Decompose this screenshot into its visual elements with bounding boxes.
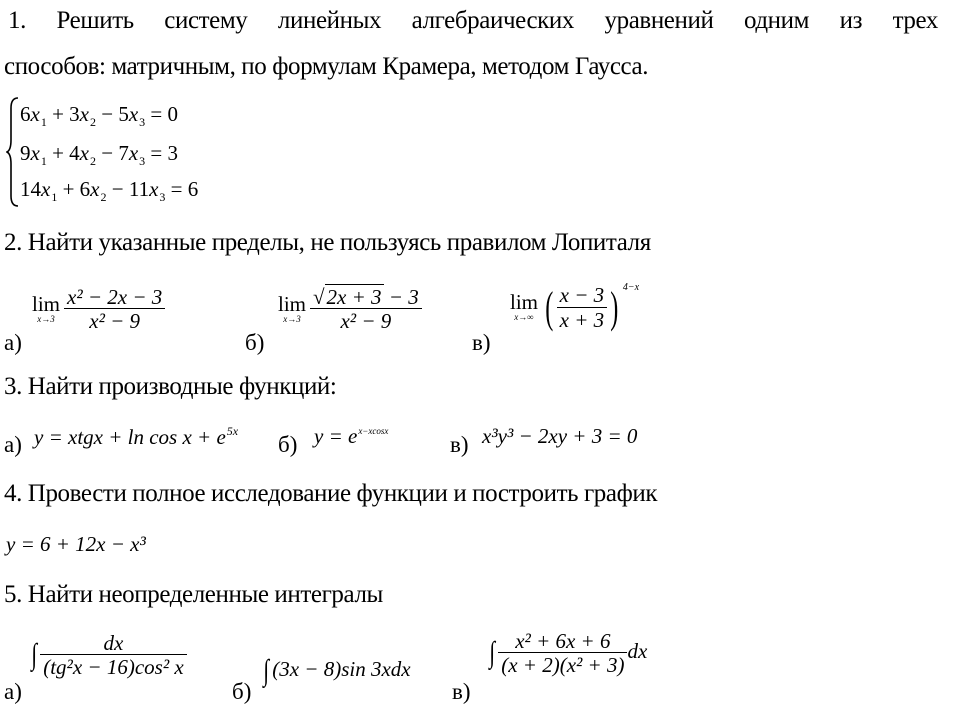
task1-heading-line2: способов: матричным, по формулам Крамера, методом Гаусса. (4, 53, 649, 80)
limit-b: lim x→3 $\frac{√2x + 3 - 3}{\text{x² − 9}}$ (278, 286, 422, 332)
limit-c-label: в) (472, 330, 491, 355)
derivative-c: x³y³ − 2xy + 3 = 0 (482, 424, 638, 448)
limit-b-label: б) (245, 330, 265, 355)
integral-c: ∫ $\frac{\text{x² + 6x + 6}}{\text{(x + 2)(x² + 3)}}$ dx (489, 629, 648, 678)
limit-a-label: а) (4, 330, 22, 355)
system-equation-1: $6x_1 + 3x_2 - 5x_3 = 0$ (20, 102, 179, 129)
task1-heading-line1: 1. Решить систему линейных алгебраических уравнений одним из трех (8, 7, 938, 34)
derivative-b: $y = e^{x-xcosx}$ (314, 424, 389, 448)
derivative-a-label: а) (4, 432, 22, 457)
integral-b-label: б) (232, 679, 252, 704)
integral-a-label: а) (4, 679, 22, 704)
limit-a: lim x→3 $\frac{\text{x² − 2x − 3}}{\text{x² − 9}}$ (32, 286, 165, 332)
task3-heading: 3. Найти производные функций: (4, 373, 337, 400)
derivative-b-label: б) (278, 432, 298, 457)
integral-c-label: в) (452, 679, 471, 704)
task4-heading: 4. Провести полное исследование функции и построить график (4, 480, 658, 507)
system-brace (6, 96, 20, 208)
derivative-c-label: в) (450, 432, 469, 457)
task2-heading: 2. Найти указанные пределы, не пользуясь правилом Лопиталя (4, 229, 651, 256)
integral-b: ∫ (3x − 8)sin 3xdx (263, 654, 411, 687)
integral-a: ∫ $\frac{dx}{\text{(tg²x − 16)cos² x}}$ (30, 632, 187, 678)
function-expression: y = 6 + 12x − x³ (6, 532, 146, 556)
system-equation-2: $9x_1 + 4x_2 - 7x_3 = 3$ (20, 141, 179, 168)
limit-c: lim x→∞ ( $\frac{x - 3}{x + 3}$ ) $^{4-x}$ (510, 282, 640, 332)
task5-heading: 5. Найти неопределенные интегралы (4, 581, 383, 608)
system-equation-3: $14x_1 + 6x_2 - 11x_3 = 6$ (20, 177, 199, 204)
derivative-a: y = xtgx + $\ln \cos x + e^{5x}$ (34, 424, 239, 449)
